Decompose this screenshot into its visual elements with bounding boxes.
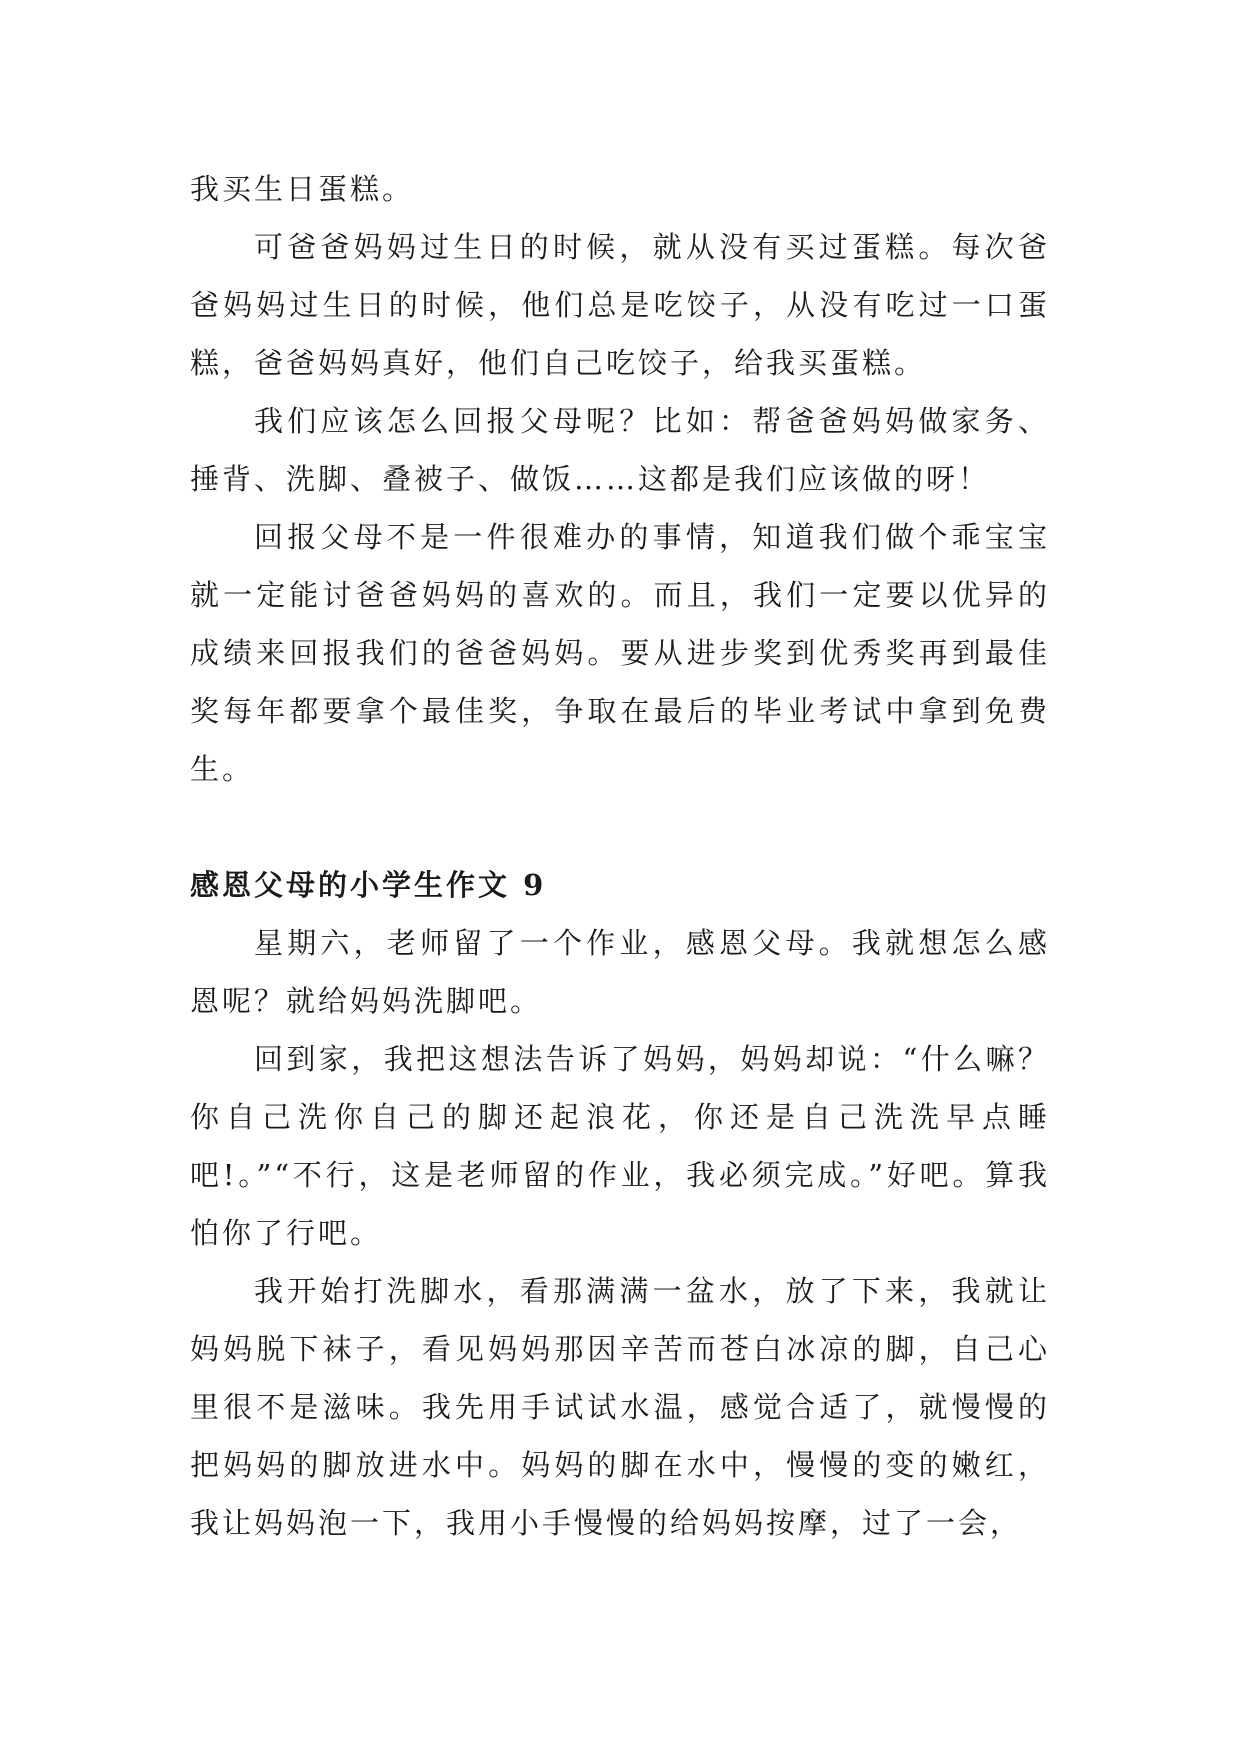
document-page xyxy=(190,160,1050,1552)
paragraph-repay-ways: 我们应该怎么回报父母呢？比如：帮爸爸妈妈做家务、捶背、洗脚、叠被子、做饭……这都是我们应该做的呀！ xyxy=(190,404,1050,496)
paragraph-saturday: 星期六，老师留了一个作业，感恩父母。我就想怎么感恩呢？就给妈妈洗脚吧。 xyxy=(190,926,1050,1018)
paragraph-repay-grades: 回报父母不是一件很难办的事情，知道我们做个乖宝宝就一定能讨爸爸妈妈的喜欢的。而且，我们一定要以优异的成绩来回报我们的爸爸妈妈。要从进步奖到优秀奖再到最佳奖每年都要拿个最佳奖，争取在最后的毕业考试中拿到免费生。 xyxy=(190,520,1050,786)
paragraph-washing-feet: 我开始打洗脚水，看那满满一盆水，放了下来，我就让妈妈脱下袜子，看见妈妈那因辛苦而苍白冰凉的脚，自己心里很不是滋味。我先用手试试水温，感觉合适了，就慢慢的把妈妈的脚放进水中。妈妈的脚在水中，慢慢的变的嫩红，我让妈妈泡一下，我用小手慢慢的给妈妈按摩，过了一会， xyxy=(190,1274,1050,1540)
paragraph-continuation: 我买生日蛋糕。 xyxy=(190,172,415,206)
paragraph-birthday: 可爸爸妈妈过生日的时候，就从没有买过蛋糕。每次爸爸妈妈过生日的时候，他们总是吃饺子，从没有吃过一口蛋糕，爸爸妈妈真好，他们自己吃饺子，给我买蛋糕。 xyxy=(190,230,1050,380)
section-title: 感恩父母的小学生作文 9 xyxy=(190,868,547,902)
paragraph-dialogue: 回到家，我把这想法告诉了妈妈，妈妈却说：“什么嘛？你自己洗你自己的脚还起浪花，你还是自己洗洗早点睡吧!。”“不行，这是老师留的作业，我必须完成。”好吧。算我怕你了行吧。 xyxy=(190,1042,1050,1250)
